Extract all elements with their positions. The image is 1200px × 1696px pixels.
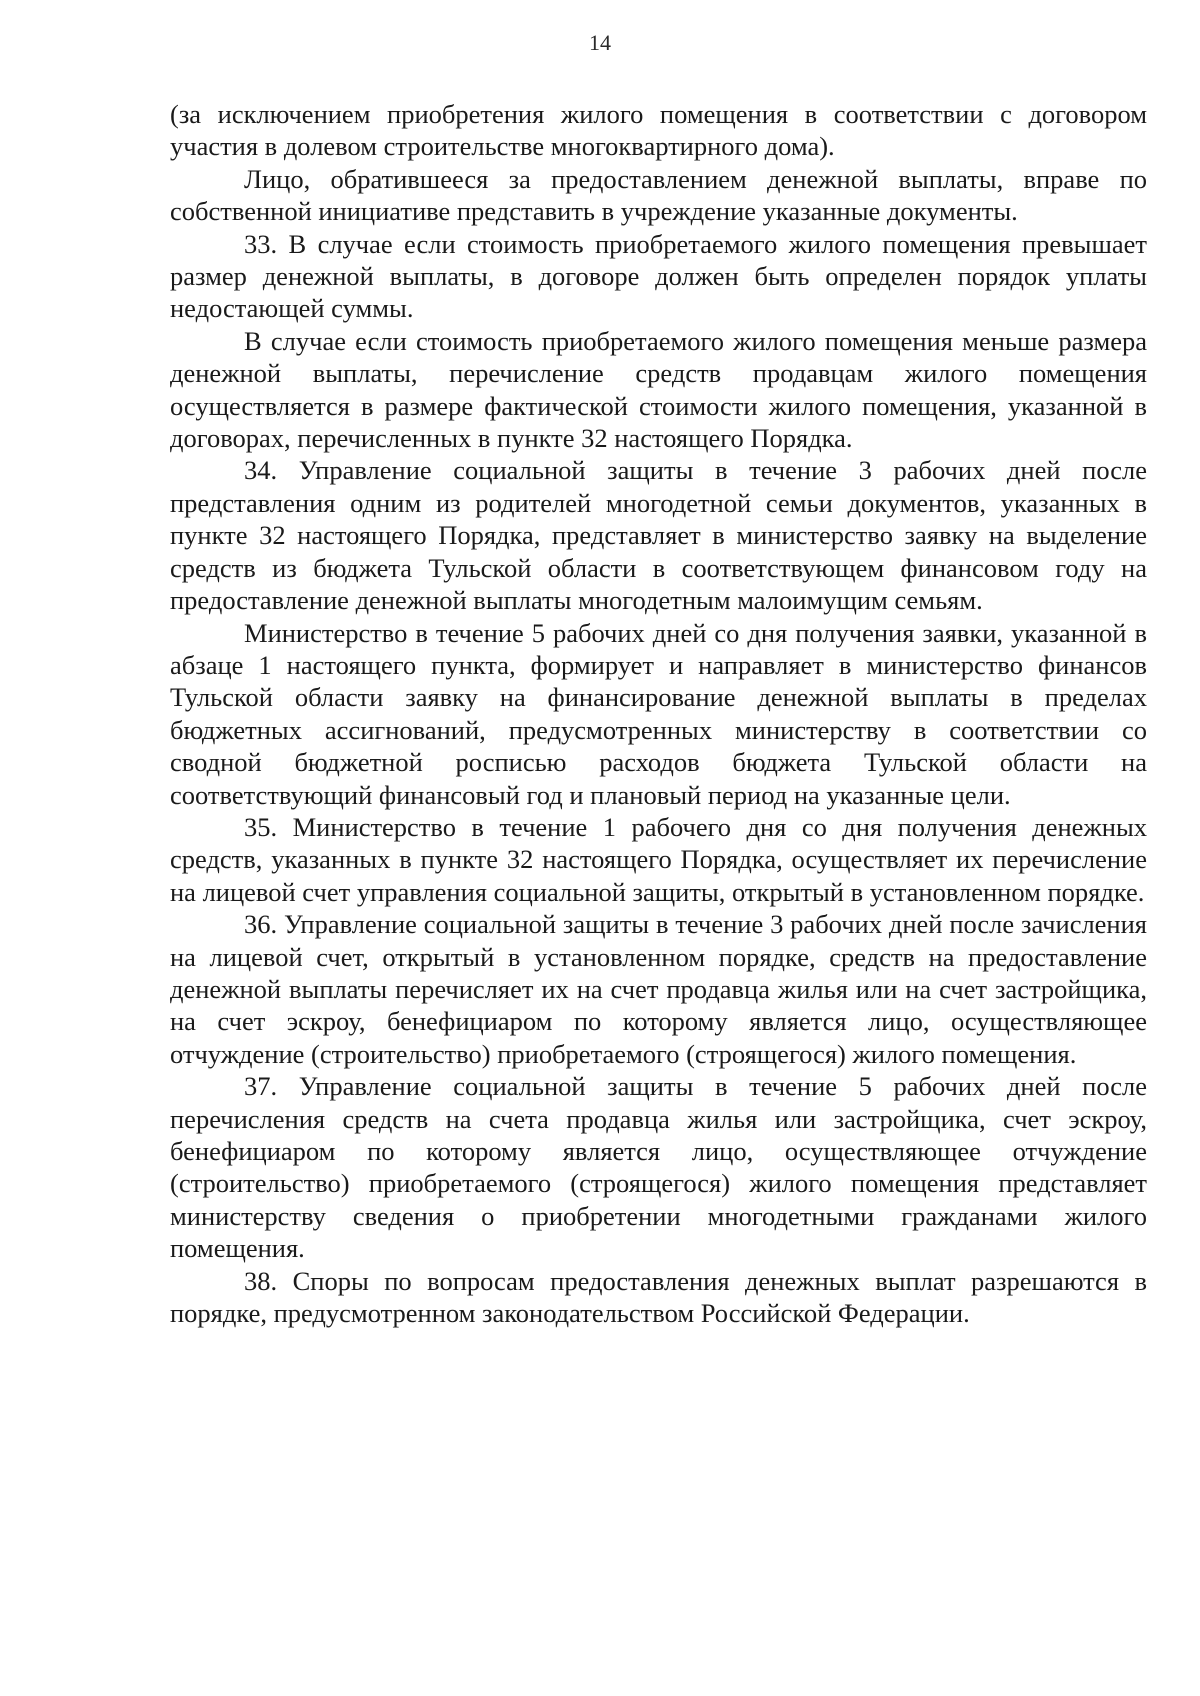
page-number: 14	[589, 30, 611, 55]
paragraph-item-37: 37. Управление социальной защиты в течение 5 рабочих дней после перечисления средств на счета продавца жилья или застройщика, счет эскроу, бенефициаром по которому является лицо, осуществляющее отчуждение (строительство) приобретаемого (строящегося) жилого помещения представляет министерству сведения о приобретении многодетными гражданами жилого помещения.	[170, 1071, 1147, 1264]
paragraph-item-34: 34. Управление социальной защиты в течение 3 рабочих дней после представления одним из родителей многодетной семьи документов, указанных в пункте 32 настоящего Порядка, представляет в министерство заявку на выделение средств из бюджета Тульской области в соответствующем финансовом году на предоставление денежной выплаты многодетным малоимущим семьям.	[170, 455, 1147, 616]
paragraph-item-33-cost-less: В случае если стоимость приобретаемого жилого помещения меньше размера денежной выплаты, перечисление средств продавцам жилого помещения осуществляется в размере фактической стоимости жилого помещения, указанной в договорах, перечисленных в пункте 32 настоящего Порядка.	[170, 325, 1147, 454]
paragraph-continuation: (за исключением приобретения жилого помещения в соответствии с договором участия в долевом строительстве многоквартирного дома).	[170, 99, 1147, 162]
paragraph-item-34-ministry: Министерство в течение 5 рабочих дней со дня получения заявки, указанной в абзаце 1 настоящего пункта, формирует и направляет в министерство финансов Тульской области заявку на финансирование денежной выплаты в пределах бюджетных ассигнований, предусмотренных министерству в соответствии со сводной бюджетной росписью расходов бюджета Тульской области на соответствующий финансовый год и плановый период на указанные цели.	[170, 617, 1147, 810]
paragraph-applicant-documents: Лицо, обратившееся за предоставлением денежной выплаты, вправе по собственной инициативе представить в учреждение указанные документы.	[170, 163, 1147, 227]
paragraph-item-33: 33. В случае если стоимость приобретаемого жилого помещения превышает размер денежной выплаты, в договоре должен быть определен порядок уплаты недостающей суммы.	[170, 228, 1147, 324]
document-body	[170, 98, 1147, 1329]
paragraph-item-35: 35. Министерство в течение 1 рабочего дня со дня получения денежных средств, указанных в пункте 32 настоящего Порядка, осуществляет их перечисление на лицевой счет управления социальной защиты, открытый в установленном порядке.	[170, 811, 1147, 907]
paragraph-item-38: 38. Споры по вопросам предоставления денежных выплат разрешаются в порядке, предусмотренном законодательством Российской Федерации.	[170, 1265, 1147, 1329]
paragraph-item-36: 36. Управление социальной защиты в течение 3 рабочих дней после зачисления на лицевой счет, открытый в установленном порядке, средств на предоставление денежной выплаты перечисляет их на счет продавца жилья или на счет застройщика, на счет эскроу, бенефициаром по которому является лицо, осуществляющее отчуждение (строительство) приобретаемого (строящегося) жилого помещения.	[170, 909, 1147, 1069]
